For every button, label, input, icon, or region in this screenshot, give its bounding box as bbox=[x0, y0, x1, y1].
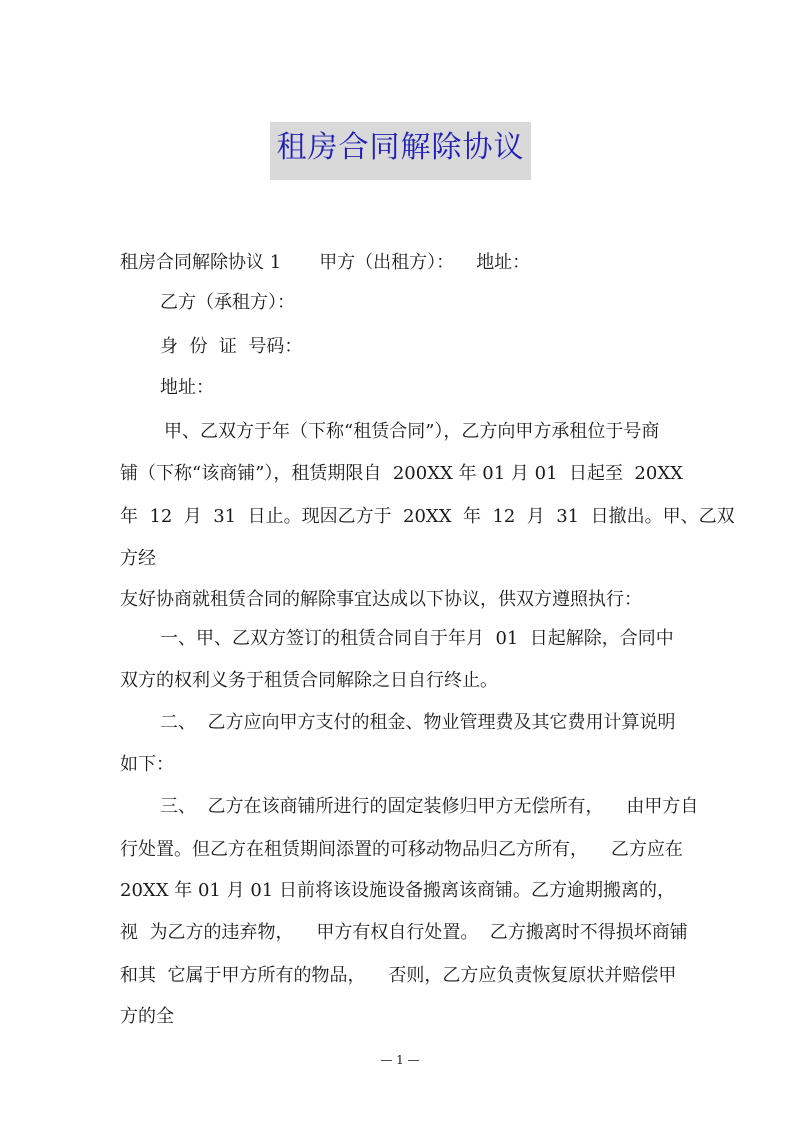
document-title: 租房合同解除协议 bbox=[276, 130, 525, 165]
paragraph-line: 铺（下称“该商铺”），租赁期限自 200XX 年 01 月 01 日起至 20XX bbox=[120, 463, 683, 484]
paragraph-line: 双方的权利义务于租赁合同解除之日自行终止。 bbox=[120, 670, 498, 691]
page-number: — 1 — bbox=[380, 1053, 420, 1067]
paragraph-line: 行处置。但乙方在租赁期间添置的可移动物品归乙方所有， 乙方应在 bbox=[120, 839, 683, 860]
paragraph-line: 三、 乙方在该商铺所进行的固定装修归甲方无偿所有， 由甲方自 bbox=[160, 796, 699, 817]
paragraph-line: 视 为乙方的违弃物， 甲方有权自行处置。 乙方搬离时不得损坏商铺 bbox=[120, 922, 688, 943]
paragraph-line: 和其 它属于甲方所有的物品， 否则，乙方应负责恢复原状并赔偿甲 bbox=[120, 965, 677, 986]
party-b-address-label: 地址： bbox=[160, 377, 214, 398]
paragraph-line: 一、甲、乙双方签订的租赁合同自于年月 01 日起解除，合同中 bbox=[160, 628, 674, 649]
paragraph-line: 二、 乙方应向甲方支付的租金、物业管理费及其它费用计算说明 bbox=[160, 712, 676, 733]
party-a-label: 甲方（出租方）： bbox=[319, 252, 455, 273]
paragraph-line: 年 12 月 31 日止。现因乙方于 20XX 年 12 月 31 日撤出。甲、乙双 bbox=[120, 506, 735, 527]
agreement-label: 租房合同解除协议 1 bbox=[120, 252, 282, 273]
paragraph-line: 甲、乙双方于年（下称“租赁合同”），乙方向甲方承租位于号商 bbox=[164, 421, 660, 442]
paragraph-line: 如下： bbox=[120, 754, 174, 775]
paragraph-line: 20XX 年 01 月 01 日前将该设施设备搬离该商铺。乙方逾期搬离的， bbox=[120, 880, 675, 901]
address-label: 地址： bbox=[476, 252, 531, 273]
party-b-label: 乙方（承租方）： bbox=[160, 292, 295, 313]
paragraph-line: 方经 bbox=[120, 548, 156, 569]
paragraph-line: 友好协商就租赁合同的解除事宜达成以下协议，供双方遵照执行： bbox=[120, 589, 642, 610]
title-highlight bbox=[270, 122, 531, 180]
header-line bbox=[120, 252, 530, 274]
id-number-label: 身 份 证 号码： bbox=[160, 336, 303, 357]
paragraph-line: 方的全 bbox=[120, 1006, 174, 1027]
